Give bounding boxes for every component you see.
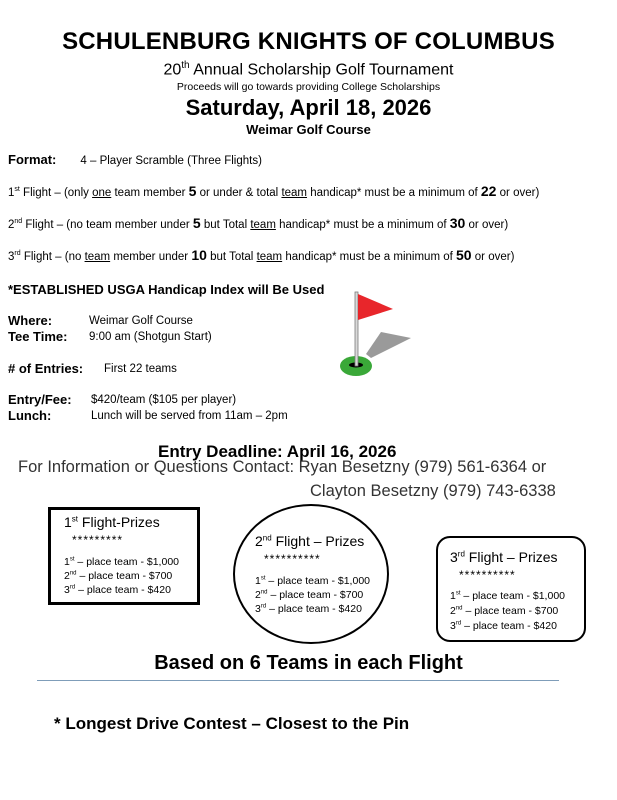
flight-1-place-2: 2nd – place team - $700 [64,570,173,582]
usga-note: *ESTABLISHED USGA Handicap Index will Be Used [8,282,325,297]
based-on-note: Based on 6 Teams in each Flight [154,652,463,674]
edition-line: 20th Annual Scholarship Golf Tournament [163,60,454,79]
contact-line-2: Clayton Besetzny (979) 743-6338 [310,482,556,500]
event-title: SCHULENBURG KNIGHTS OF COLUMBUS [62,28,555,55]
golf-flag-icon [333,288,413,380]
flight-2-prizes-title: 2nd Flight – Prizes [255,533,365,549]
tee-time-value: 9:00 am (Shotgun Start) [89,331,212,343]
contest-note: * Longest Drive Contest – Closest to the Pin [54,714,410,733]
flight-3-place-1: 1st – place team - $1,000 [450,590,565,602]
flight-2-place-2: 2nd – place team - $700 [255,589,364,601]
flight-1-place-1: 1st – place team - $1,000 [64,556,179,568]
divider-rule [37,680,559,681]
lunch-label: Lunch: [8,408,52,423]
flight-2-prizes-ellipse [233,504,389,644]
flight-1-prizes-title: 1st Flight-Prizes [64,514,160,530]
entries-label: # of Entries: [8,361,84,376]
flight-1-rule: 1st Flight – (only one team member 5 or under & total team handicap* must be a minimum of 22 or over) [8,183,540,199]
flight-3-place-3: 3rd – place team - $420 [450,620,557,632]
contact-line-1: For Information or Questions Contact: Ryan Besetzny (979) 561-6364 or [18,458,547,476]
where-label: Where: [8,313,53,328]
tee-time-label: Tee Time: [8,329,68,344]
flight-1-stars: ********* [72,533,124,547]
flight-2-stars: ********** [264,552,321,566]
where-value: Weimar Golf Course [89,315,193,327]
flight-2-place-1: 1st – place team - $1,000 [255,575,370,587]
flight-2-rule: 2nd Flight – (no team member under 5 but Total team handicap* must be a minimum of 30 or over) [8,215,509,231]
entry-deadline: Entry Deadline: April 16, 2026 [158,442,397,461]
flight-2-place-3: 3rd – place team - $420 [255,603,362,615]
lunch-value: Lunch will be served from 11am – 2pm [91,410,288,422]
flight-3-place-2: 2nd – place team - $700 [450,605,559,617]
course-name: Weimar Golf Course [246,122,371,137]
fee-value: $420/team ($105 per player) [91,394,237,406]
format-row: Format: 4 – Player Scramble (Three Flights) [8,152,262,167]
event-date: Saturday, April 18, 2026 [185,95,432,120]
proceeds-line: Proceeds will go towards providing College Scholarships [176,81,441,93]
flight-3-prizes-title: 3rd Flight – Prizes [450,549,558,565]
flight-3-stars: ********** [459,568,516,582]
entries-value: First 22 teams [104,363,177,375]
flight-1-place-3: 3rd – place team - $420 [64,584,171,596]
flight-3-rule: 3rd Flight – (no team member under 10 but Total team handicap* must be a minimum of 50 or over) [8,247,515,263]
fee-label: Entry/Fee: [8,392,72,407]
